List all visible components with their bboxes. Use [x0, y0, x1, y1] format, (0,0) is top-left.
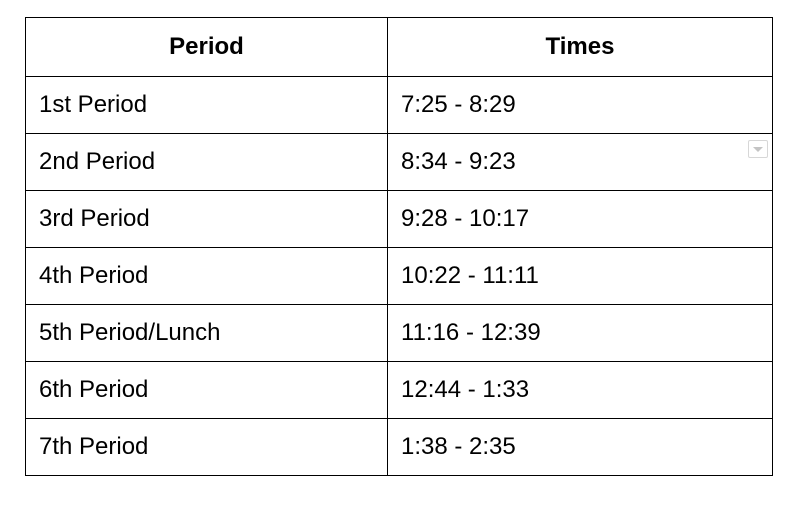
- period-cell: 5th Period/Lunch: [26, 305, 388, 362]
- period-cell: 7th Period: [26, 419, 388, 476]
- table-header: [26, 18, 773, 77]
- period-cell: 3rd Period: [26, 191, 388, 248]
- table-row: [26, 248, 773, 305]
- period-cell: 6th Period: [26, 362, 388, 419]
- period-cell: 4th Period: [26, 248, 388, 305]
- times-cell: 9:28 - 10:17: [388, 191, 773, 248]
- table-row: [26, 191, 773, 248]
- table-row: [26, 419, 773, 476]
- times-cell: 1:38 - 2:35: [388, 419, 773, 476]
- table-row: [26, 305, 773, 362]
- times-cell: 7:25 - 8:29: [388, 77, 773, 134]
- table-body: [26, 77, 773, 476]
- column-header-period: Period: [26, 18, 388, 77]
- header-row: [26, 18, 773, 77]
- table-row: [26, 77, 773, 134]
- times-cell: 12:44 - 1:33: [388, 362, 773, 419]
- times-cell: 11:16 - 12:39: [388, 305, 773, 362]
- times-text: 8:34 - 9:23: [401, 148, 516, 175]
- schedule-table: [25, 17, 773, 476]
- period-cell: 1st Period: [26, 77, 388, 134]
- times-cell: [388, 134, 773, 191]
- period-cell: 2nd Period: [26, 134, 388, 191]
- column-header-times: Times: [388, 18, 773, 77]
- table-row: [26, 362, 773, 419]
- chevron-down-icon[interactable]: [748, 140, 768, 158]
- table-row: [26, 134, 773, 191]
- times-cell: 10:22 - 11:11: [388, 248, 773, 305]
